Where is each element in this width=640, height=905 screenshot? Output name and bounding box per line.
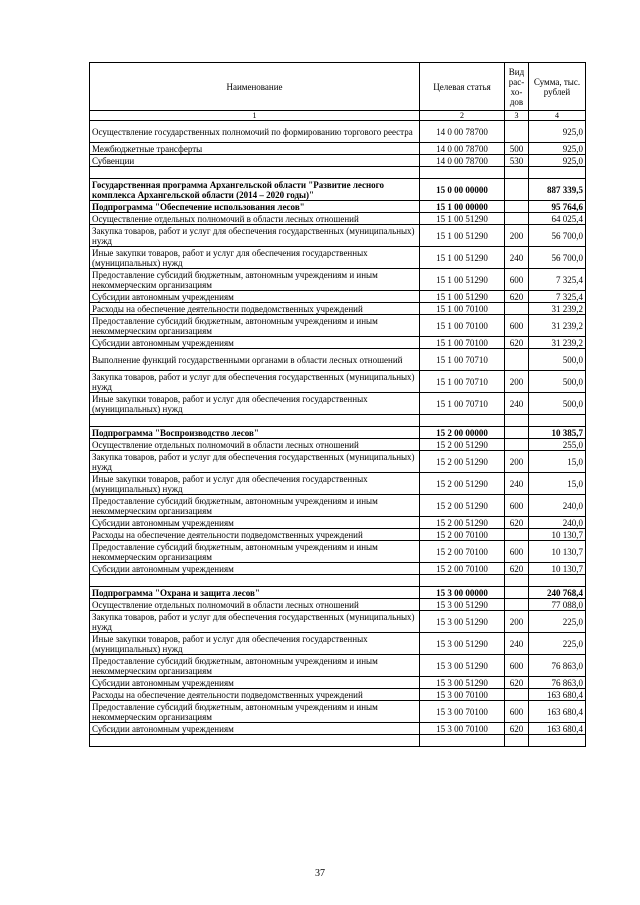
name-cell: Предоставление субсидий бюджетным, автономным учреждениям и иным некоммерческим организациям [90,701,420,723]
type-cell: 240 [505,247,529,269]
name-cell: Расходы на обеспечение деятельности подведомственных учреждений [90,529,420,541]
table-row [90,563,586,575]
code-cell: 15 2 00 51290 [420,473,505,495]
type-cell: 620 [505,723,529,735]
code-cell: 15 2 00 51290 [420,517,505,529]
column-number: 1 [90,111,420,121]
sum-cell: 76 863,0 [529,677,586,689]
empty-cell [505,735,529,747]
table-row [90,541,586,563]
type-cell [505,121,529,143]
sum-cell: 95 764,6 [529,201,586,213]
code-cell: 15 2 00 70100 [420,529,505,541]
code-cell: 15 1 00 51290 [420,269,505,291]
table-row [90,349,586,371]
header-code: Целевая статья [420,63,505,111]
name-cell: Предоставление субсидий бюджетным, автономным учреждениям и иным некоммерческим организациям [90,495,420,517]
empty-cell [90,415,420,427]
type-cell: 600 [505,495,529,517]
code-cell: 14 0 00 78700 [420,143,505,155]
header-sum: Сумма, тыс. рублей [529,63,586,111]
type-cell [505,689,529,701]
name-cell: Субвенции [90,155,420,167]
type-cell [505,529,529,541]
table-row [90,611,586,633]
sum-cell: 925,0 [529,143,586,155]
table-row [90,393,586,415]
table-row [90,701,586,723]
type-cell: 600 [505,541,529,563]
code-cell: 14 0 00 78700 [420,155,505,167]
code-cell: 15 1 00 51290 [420,291,505,303]
type-cell [505,303,529,315]
sum-cell: 77 088,0 [529,599,586,611]
name-cell: Субсидии автономным учреждениям [90,291,420,303]
empty-cell [420,735,505,747]
table-row [90,439,586,451]
code-cell: 15 1 00 70100 [420,315,505,337]
table-row [90,473,586,495]
name-cell: Субсидии автономным учреждениям [90,517,420,529]
name-cell: Предоставление субсидий бюджетным, автономным учреждениям и иным некоммерческим организациям [90,541,420,563]
type-cell [505,439,529,451]
type-cell [505,179,529,201]
column-number: 3 [505,111,529,121]
type-cell: 620 [505,563,529,575]
table-body [90,121,586,747]
empty-cell [529,735,586,747]
table-row [90,371,586,393]
table-row [90,291,586,303]
spacer-row [90,735,586,747]
table-row [90,427,586,439]
type-cell [505,349,529,371]
table-row [90,655,586,677]
code-cell: 15 3 00 70100 [420,723,505,735]
name-cell: Государственная программа Архангельской области "Развитие лесного комплекса Архангельской области (2014 – 2020 годы)" [90,179,420,201]
type-cell [505,213,529,225]
code-cell: 15 2 00 51290 [420,451,505,473]
empty-cell [420,575,505,587]
sum-cell: 500,0 [529,349,586,371]
table-row [90,587,586,599]
empty-cell [505,415,529,427]
sum-cell: 56 700,0 [529,247,586,269]
name-cell: Подпрограмма "Обеспечение использования лесов" [90,201,420,213]
type-cell: 600 [505,655,529,677]
sum-cell: 255,0 [529,439,586,451]
name-cell: Иные закупки товаров, работ и услуг для обеспечения государственных (муниципальных) нужд [90,393,420,415]
name-cell: Расходы на обеспечение деятельности подведомственных учреждений [90,303,420,315]
name-cell: Субсидии автономным учреждениям [90,723,420,735]
sum-cell: 163 680,4 [529,723,586,735]
type-cell: 200 [505,225,529,247]
sum-cell: 225,0 [529,611,586,633]
table-row [90,599,586,611]
code-cell: 15 3 00 51290 [420,611,505,633]
table-row [90,337,586,349]
sum-cell: 10 130,7 [529,541,586,563]
table-row [90,723,586,735]
table-row [90,517,586,529]
type-cell [505,587,529,599]
code-cell: 15 1 00 70710 [420,371,505,393]
table-row [90,495,586,517]
name-cell: Осуществление государственных полномочий по формированию торгового реестра [90,121,420,143]
type-cell: 600 [505,315,529,337]
sum-cell: 7 325,4 [529,269,586,291]
table-row [90,121,586,143]
name-cell: Закупка товаров, работ и услуг для обеспечения государственных (муниципальных) нужд [90,371,420,393]
name-cell: Субсидии автономным учреждениям [90,563,420,575]
empty-cell [505,575,529,587]
spacer-row [90,575,586,587]
sum-cell: 163 680,4 [529,689,586,701]
empty-cell [90,575,420,587]
table-row [90,529,586,541]
sum-cell: 10 130,7 [529,563,586,575]
type-cell: 240 [505,633,529,655]
column-number: 4 [529,111,586,121]
sum-cell: 56 700,0 [529,225,586,247]
code-cell: 15 2 00 51290 [420,439,505,451]
spacer-row [90,167,586,179]
type-cell [505,201,529,213]
sum-cell: 31 239,2 [529,303,586,315]
type-cell: 200 [505,371,529,393]
name-cell: Осуществление отдельных полномочий в области лесных отношений [90,439,420,451]
sum-cell: 240,0 [529,517,586,529]
sum-cell: 7 325,4 [529,291,586,303]
table-row [90,269,586,291]
sum-cell: 240 768,4 [529,587,586,599]
empty-cell [420,415,505,427]
table-row [90,213,586,225]
sum-cell: 31 239,2 [529,337,586,349]
type-cell: 620 [505,517,529,529]
code-cell: 15 1 00 70100 [420,303,505,315]
code-cell: 15 3 00 00000 [420,587,505,599]
empty-cell [529,415,586,427]
type-cell: 620 [505,677,529,689]
name-cell: Субсидии автономным учреждениям [90,677,420,689]
sum-cell: 64 025,4 [529,213,586,225]
code-cell: 15 1 00 51290 [420,247,505,269]
type-cell: 600 [505,701,529,723]
name-cell: Предоставление субсидий бюджетным, автономным учреждениям и иным некоммерческим организациям [90,269,420,291]
empty-cell [505,167,529,179]
type-cell [505,427,529,439]
type-cell: 240 [505,473,529,495]
name-cell: Подпрограмма "Охрана и защита лесов" [90,587,420,599]
type-cell: 620 [505,291,529,303]
name-cell: Субсидии автономным учреждениям [90,337,420,349]
table-row [90,689,586,701]
table-row [90,247,586,269]
sum-cell: 15,0 [529,473,586,495]
empty-cell [529,167,586,179]
code-cell: 15 0 00 00000 [420,179,505,201]
empty-cell [529,575,586,587]
type-cell: 600 [505,269,529,291]
sum-cell: 500,0 [529,393,586,415]
code-cell: 15 1 00 70100 [420,337,505,349]
column-number-row [90,111,586,121]
header-row [90,63,586,111]
sum-cell: 10 130,7 [529,529,586,541]
sum-cell: 10 385,7 [529,427,586,439]
sum-cell: 925,0 [529,155,586,167]
table-row [90,201,586,213]
type-cell: 240 [505,393,529,415]
empty-cell [90,167,420,179]
name-cell: Межбюджетные трансферты [90,143,420,155]
header-type: Вид рас-хо-дов [505,63,529,111]
budget-table [89,62,586,747]
type-cell [505,599,529,611]
name-cell: Иные закупки товаров, работ и услуг для обеспечения государственных (муниципальных) нужд [90,633,420,655]
header-name: Наименование [90,63,420,111]
type-cell: 530 [505,155,529,167]
name-cell: Осуществление отдельных полномочий в области лесных отношений [90,599,420,611]
code-cell: 14 0 00 78700 [420,121,505,143]
name-cell: Расходы на обеспечение деятельности подведомственных учреждений [90,689,420,701]
sum-cell: 225,0 [529,633,586,655]
table-row [90,451,586,473]
empty-cell [90,735,420,747]
sum-cell: 887 339,5 [529,179,586,201]
code-cell: 15 1 00 70710 [420,393,505,415]
code-cell: 15 2 00 70100 [420,541,505,563]
sum-cell: 500,0 [529,371,586,393]
name-cell: Иные закупки товаров, работ и услуг для обеспечения государственных (муниципальных) нужд [90,247,420,269]
code-cell: 15 1 00 70710 [420,349,505,371]
empty-cell [420,167,505,179]
spacer-row [90,415,586,427]
table-row [90,315,586,337]
table-row [90,155,586,167]
code-cell: 15 3 00 51290 [420,677,505,689]
code-cell: 15 3 00 70100 [420,689,505,701]
type-cell: 500 [505,143,529,155]
type-cell: 200 [505,611,529,633]
name-cell: Закупка товаров, работ и услуг для обеспечения государственных (муниципальных) нужд [90,611,420,633]
sum-cell: 31 239,2 [529,315,586,337]
column-number: 2 [420,111,505,121]
table-row [90,677,586,689]
sum-cell: 163 680,4 [529,701,586,723]
name-cell: Предоставление субсидий бюджетным, автономным учреждениям и иным некоммерческим организациям [90,315,420,337]
name-cell: Подпрограмма "Воспроизводство лесов" [90,427,420,439]
name-cell: Предоставление субсидий бюджетным, автономным учреждениям и иным некоммерческим организациям [90,655,420,677]
code-cell: 15 2 00 51290 [420,495,505,517]
name-cell: Иные закупки товаров, работ и услуг для обеспечения государственных (муниципальных) нужд [90,473,420,495]
code-cell: 15 3 00 51290 [420,655,505,677]
code-cell: 15 3 00 51290 [420,633,505,655]
code-cell: 15 2 00 00000 [420,427,505,439]
name-cell: Закупка товаров, работ и услуг для обеспечения государственных (муниципальных) нужд [90,451,420,473]
page-number: 37 [315,868,325,879]
sum-cell: 15,0 [529,451,586,473]
type-cell: 200 [505,451,529,473]
table-row [90,143,586,155]
code-cell: 15 3 00 70100 [420,701,505,723]
table-row [90,225,586,247]
code-cell: 15 3 00 51290 [420,599,505,611]
code-cell: 15 1 00 00000 [420,201,505,213]
table-row [90,633,586,655]
name-cell: Осуществление отдельных полномочий в области лесных отношений [90,213,420,225]
type-cell: 620 [505,337,529,349]
sum-cell: 925,0 [529,121,586,143]
table-row [90,303,586,315]
sum-cell: 76 863,0 [529,655,586,677]
name-cell: Выполнение функций государственными органами в области лесных отношений [90,349,420,371]
name-cell: Закупка товаров, работ и услуг для обеспечения государственных (муниципальных) нужд [90,225,420,247]
table-row [90,179,586,201]
sum-cell: 240,0 [529,495,586,517]
code-cell: 15 1 00 51290 [420,225,505,247]
code-cell: 15 1 00 51290 [420,213,505,225]
code-cell: 15 2 00 70100 [420,563,505,575]
